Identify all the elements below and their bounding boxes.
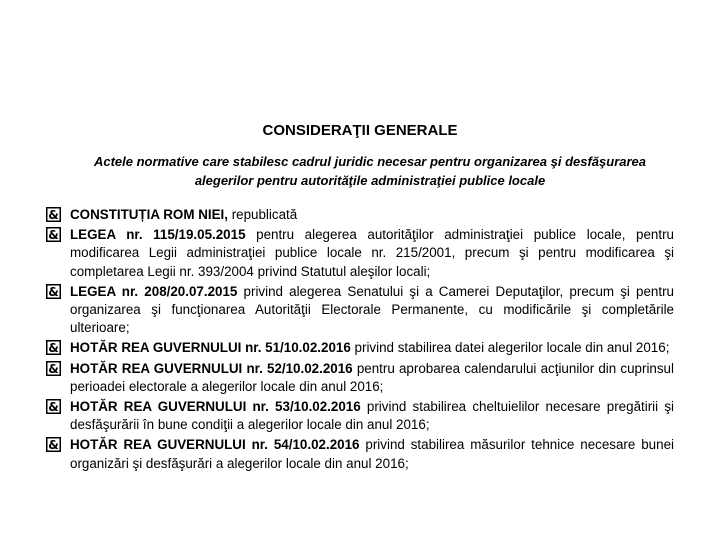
item-text: privind alegerea Senatului şi a Camerei Deputaţilor, precum şi pentru organizarea şi funcţionarea Autorităţii Electorale Permanente, cu modificările şi completările ulterioare;: [70, 283, 674, 336]
item-bold: HOTĂR REA GUVERNULUI nr. 54/10.02.2016: [70, 437, 360, 453]
list-item: [46, 226, 674, 281]
svg-text:&: &: [48, 284, 59, 299]
svg-text:&: &: [48, 228, 59, 243]
item-bold: LEGEA nr. 208/20.07.2015: [70, 283, 238, 299]
svg-text:&: &: [48, 361, 59, 376]
ampersand-box-icon: [46, 207, 61, 222]
item-bold: LEGEA nr. 115/19.05.2015: [70, 227, 246, 243]
svg-text:&: &: [48, 208, 59, 222]
item-bold: HOTĂR REA GUVERNULUI nr. 53/10.02.2016: [70, 399, 361, 415]
item-bold: HOTĂR REA GUVERNULUI nr. 52/10.02.2016: [70, 360, 353, 376]
svg-text:&: &: [48, 400, 59, 415]
list-item: [46, 206, 674, 224]
item-text: pentru aprobarea calendarului acţiunilor din cuprinsul perioadei electorale a alegerilor locale din anul 2016;: [70, 360, 674, 394]
list-item: [46, 283, 674, 338]
item-bold: HOTĂR REA GUVERNULUI nr. 51/10.02.2016: [70, 340, 351, 356]
svg-text:&: &: [48, 341, 59, 356]
list-item: [46, 398, 674, 434]
subtitle: Actele normative care stabilesc cadrul juridic necesar pentru organizarea şi desfăşurarea alegerilor pentru autorităţile administraţiei publice locale: [93, 154, 647, 188]
ampersand-box-icon: [46, 361, 61, 376]
ampersand-box-icon: [46, 227, 61, 242]
ampersand-box-icon: [46, 437, 61, 452]
item-text: republicată: [227, 207, 298, 222]
item-bold: CONSTITUȚIA ROM NIEI,: [70, 207, 228, 222]
legal-acts-list: [46, 206, 674, 475]
list-item: [46, 339, 674, 357]
item-text: privind stabilirea cheltuielilor necesare pregătirii şi desfăşurării în bune condiţii a alegerilor locale din anul 2016;: [70, 399, 674, 433]
page-title: CONSIDERAŢII GENERALE: [262, 122, 458, 139]
ampersand-box-icon: [46, 340, 61, 355]
svg-text:&: &: [48, 438, 59, 453]
item-text: privind stabilirea măsurilor tehnice necesare bunei organizări şi desfăşurări a alegerilor locale din anul 2016;: [70, 437, 674, 471]
item-text: pentru alegerea autorităţilor administraţiei publice locale, pentru modificarea Legii administraţiei publice locale nr. 215/2001, precum şi pentru modificarea şi completarea Legii nr. 393/2004 privind Statutul aleşilor locali;: [70, 227, 674, 279]
list-item: [46, 360, 674, 396]
ampersand-box-icon: [46, 284, 61, 299]
item-text: privind stabilirea datei alegerilor locale din anul 2016;: [350, 340, 670, 356]
list-item: [46, 436, 674, 472]
ampersand-box-icon: [46, 399, 61, 414]
